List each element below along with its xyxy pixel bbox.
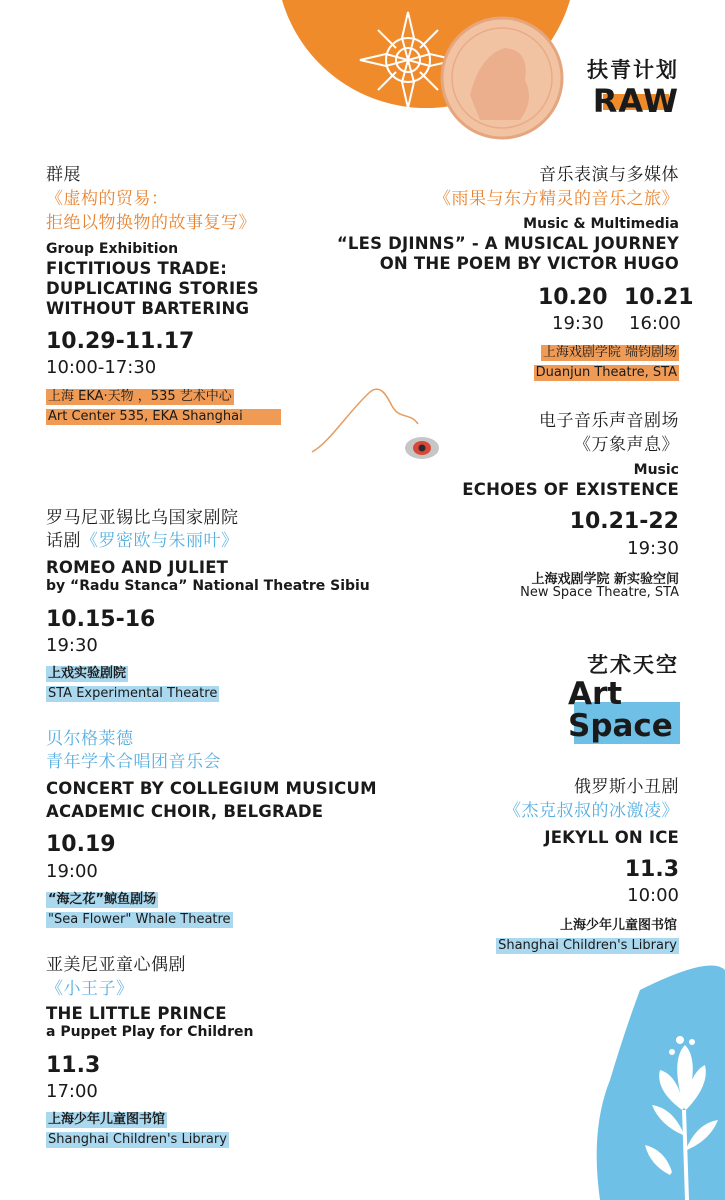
event4-sub-en: a Puppet Play for Children (46, 1024, 254, 1040)
event1-title-en-2: DUPLICATING STORIES (46, 279, 259, 298)
revent3-venue (496, 914, 679, 954)
coin-icon (442, 18, 562, 138)
revent3-name-cn: 《杰克叔叔的冰激凌》 (504, 801, 679, 821)
event4-venue-en: Shanghai Children's Library (48, 1132, 227, 1147)
event2-venue-cn: 上戏实验剧院 (48, 666, 127, 681)
event4-venue (46, 1108, 229, 1148)
revent3-type-cn: 俄罗斯小丑剧 (574, 777, 679, 797)
artspace-en-1: Art (568, 676, 623, 712)
revent1-name-cn: 《雨果与东方精灵的音乐之旅》 (434, 189, 679, 209)
event4-type-cn: 亚美尼亚童心偶剧 (46, 955, 186, 975)
event3-date: 10.19 (46, 832, 116, 857)
artspace-en-2: Space (568, 708, 673, 744)
event4-time: 17:00 (46, 1081, 98, 1102)
event2-venue (46, 662, 219, 702)
revent1-venue-en: Duanjun Theatre, STA (535, 365, 677, 380)
event1-venue-en: Art Center 535, EKA Shanghai (46, 409, 281, 425)
revent3-date: 11.3 (624, 857, 679, 882)
event3-title-en-2: ACADEMIC CHOIR, BELGRADE (46, 802, 324, 821)
revent3-title-en: JEKYLL ON ICE (544, 828, 679, 847)
event1-name-cn-1: 《虚构的贸易： (46, 189, 169, 209)
revent2-date: 10.21-22 (569, 509, 679, 534)
eye-icon (405, 437, 439, 459)
revent1-date2: 10.21 (624, 285, 694, 310)
artspace-cn-title: 艺术天空 (587, 653, 679, 677)
event1-name-cn-2: 拒绝以物换物的故事复写》 (46, 213, 256, 233)
revent1-type-cn: 音乐表演与多媒体 (539, 165, 679, 185)
event2-name-cn: 《罗密欧与朱丽叶》 (81, 531, 239, 551)
event3-time: 19:00 (46, 861, 98, 882)
revent1-venue-cn: 上海戏剧学院 端钧剧场 (542, 345, 677, 360)
event2-sub-en: by “Radu Stanca” National Theatre Sibiu (46, 578, 370, 594)
revent1-type-en: Music & Multimedia (523, 216, 679, 232)
event1-title-en-1: FICTITIOUS TRADE: (46, 259, 228, 278)
revent3-venue-en: Shanghai Children's Library (498, 938, 677, 953)
revent1-time1: 19:30 (552, 313, 604, 334)
event2-date: 10.15-16 (46, 607, 156, 632)
event1-date: 10.29-11.17 (46, 329, 195, 354)
event4-title-en: THE LITTLE PRINCE (46, 1004, 227, 1023)
revent3-venue-cn: 上海少年儿童图书馆 (559, 918, 677, 933)
raw-en-title: RAW (592, 82, 679, 120)
raw-cn-title: 扶青计划 (587, 58, 679, 82)
event1-venue-cn: 上海 EKA·天物 ，535 艺术中心 (48, 389, 232, 404)
revent2-venue-cn: 上海戏剧学院 新实验空间 (531, 572, 679, 587)
event3-title-en-1: CONCERT BY COLLEGIUM MUSICUM (46, 779, 377, 798)
event1-venue (46, 385, 281, 425)
mountain-eye-illustration (300, 382, 460, 472)
event2-title-en: ROMEO AND JULIET (46, 558, 229, 577)
event1-time: 10:00-17:30 (46, 357, 157, 378)
revent2-title-en: ECHOES OF EXISTENCE (462, 480, 679, 499)
revent3-time: 10:00 (627, 885, 679, 906)
event1-type-en: Group Exhibition (46, 241, 179, 257)
revent1-venue (534, 341, 679, 381)
revent2-type-en: Music (633, 462, 679, 478)
event3-name-cn-2: 青年学术合唱团音乐会 (46, 752, 221, 772)
event1-type-cn: 群展 (46, 165, 81, 185)
event2-line2 (46, 530, 239, 552)
revent1-date1: 10.20 (538, 285, 608, 310)
event1-title-en-3: WITHOUT BARTERING (46, 299, 250, 318)
bottom-decoration (560, 960, 725, 1200)
revent1-title-en-1: “LES DJINNS” - A MUSICAL JOURNEY (336, 234, 679, 253)
event4-venue-cn: 上海少年儿童图书馆 (48, 1112, 166, 1127)
event2-venue-en: STA Experimental Theatre (48, 686, 218, 701)
event4-name-cn: 《小王子》 (46, 979, 134, 999)
event2-time: 19:30 (46, 635, 98, 656)
revent2-type-cn: 电子音乐声音剧场 (539, 411, 679, 431)
event3-venue (46, 888, 233, 928)
event2-type-cn-1: 罗马尼亚锡比乌国家剧院 (46, 508, 239, 528)
event2-type-cn-2: 话剧 (46, 531, 81, 551)
event3-name-cn-1: 贝尔格莱德 (46, 729, 134, 749)
revent1-title-en-2: ON THE POEM BY VICTOR HUGO (379, 254, 679, 273)
revent2-name-cn: 《万象声息》 (574, 435, 679, 455)
event4-date: 11.3 (46, 1053, 101, 1078)
event3-venue-cn: “海之花”鲸鱼剧场 (48, 892, 157, 907)
revent1-time2: 16:00 (629, 313, 681, 334)
event3-venue-en: "Sea Flower" Whale Theatre (48, 912, 231, 927)
revent2-time: 19:30 (627, 538, 679, 559)
revent2-venue-en: New Space Theatre, STA (520, 585, 679, 600)
